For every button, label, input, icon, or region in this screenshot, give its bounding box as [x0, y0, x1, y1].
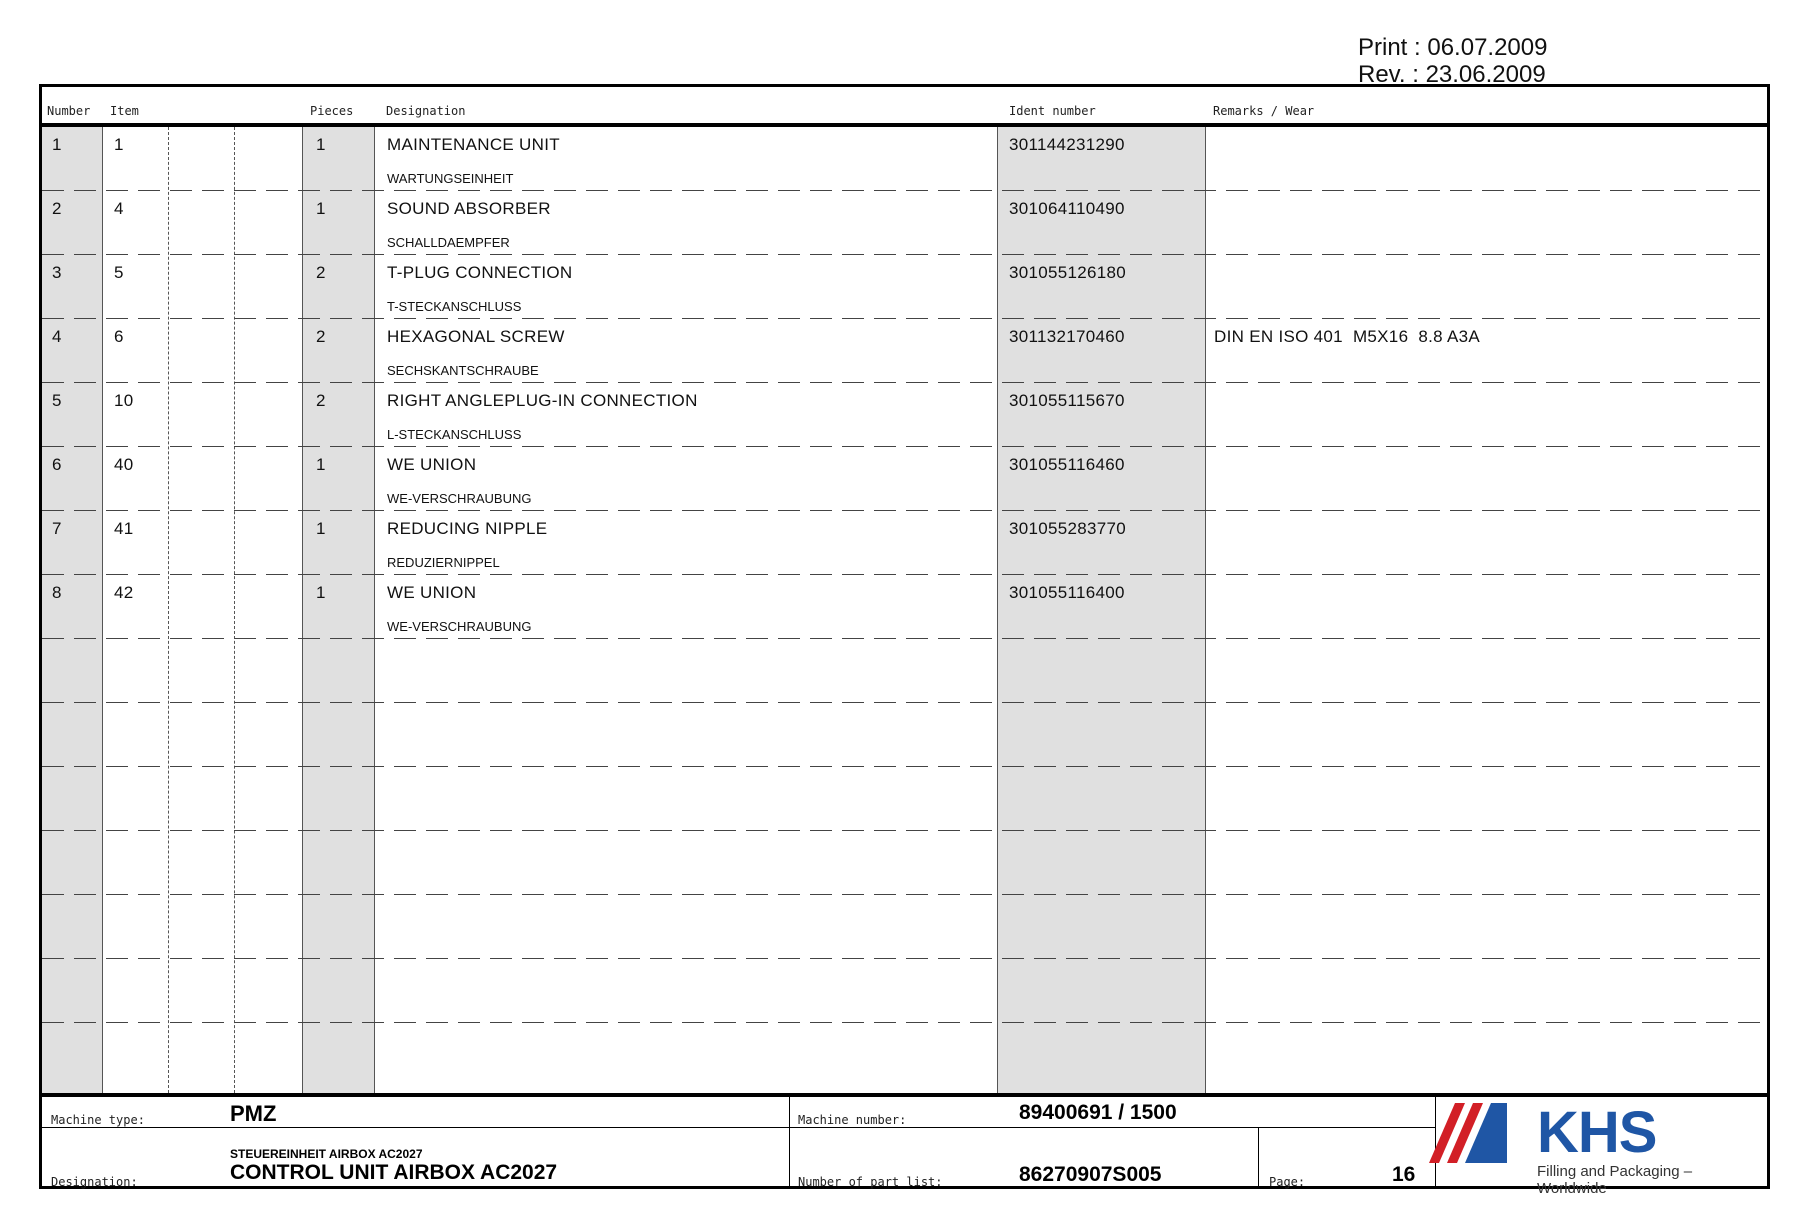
row-separator: [42, 1022, 1767, 1023]
table-row: [42, 255, 1767, 319]
row-ident: 301055283770: [1009, 519, 1127, 538]
row-item: 10: [114, 391, 134, 410]
row-pieces: 1: [316, 519, 326, 538]
table-row: [42, 191, 1767, 255]
row-designation-de: L-STECKANSCHLUSS: [387, 427, 522, 442]
row-number: 3: [52, 263, 62, 282]
row-designation: SOUND ABSORBER: [387, 199, 551, 218]
row-pieces: 2: [316, 391, 326, 410]
row-designation-de: SECHSKANTSCHRAUBE: [387, 363, 539, 378]
khs-logo-mark-icon: [1425, 1101, 1535, 1171]
row-remarks: DIN EN ISO 401 M5X16 8.8 A3A: [1214, 327, 1481, 346]
row-separator: [42, 894, 1767, 895]
parts-table: [42, 127, 1767, 1093]
row-ident: 301132170460: [1009, 327, 1125, 346]
parts-list-sheet: [39, 84, 1770, 1189]
title-block-divider: [42, 1127, 1435, 1128]
title-block-divider: [789, 1097, 790, 1189]
row-designation: RIGHT ANGLEPLUG-IN CONNECTION: [387, 391, 698, 410]
row-ident: 301144231290: [1009, 135, 1125, 154]
logo-tagline: Filling and Packaging – Worldwide: [1537, 1163, 1693, 1197]
machine-type-value: PMZ: [230, 1101, 277, 1126]
table-row: [42, 575, 1767, 639]
row-item: 4: [114, 199, 124, 218]
machine-number-value: 89400691 / 1500: [1019, 1101, 1177, 1124]
row-item: 5: [114, 263, 124, 282]
row-ident: 301055116400: [1009, 583, 1125, 602]
row-designation-de: WE-VERSCHRAUBUNG: [387, 491, 532, 506]
table-row: [42, 319, 1767, 383]
table-row: [42, 127, 1767, 191]
column-header-row: [42, 87, 1767, 127]
row-separator: [42, 830, 1767, 831]
title-block-divider: [1258, 1127, 1259, 1189]
part-list-label: Number of part list:: [798, 1175, 943, 1189]
row-pieces: 1: [316, 199, 326, 218]
col-pieces-header: Pieces: [310, 104, 354, 118]
row-designation-de: WE-VERSCHRAUBUNG: [387, 619, 532, 634]
row-item: 41: [114, 519, 134, 538]
designation-label: Designation:: [51, 1175, 138, 1189]
row-designation: T-PLUG CONNECTION: [387, 263, 573, 282]
row-separator: [42, 702, 1767, 703]
col-designation-header: Designation: [386, 104, 466, 118]
row-pieces: 1: [316, 583, 326, 602]
row-item: 1: [114, 135, 124, 154]
print-date: Print : 06.07.2009: [1358, 34, 1548, 61]
row-pieces: 2: [316, 263, 326, 282]
row-number: 2: [52, 199, 62, 218]
row-number: 7: [52, 519, 62, 538]
row-number: 6: [52, 455, 62, 474]
logo-wordmark: KHS: [1537, 1100, 1657, 1165]
col-number-header: Number: [47, 104, 91, 118]
row-designation: MAINTENANCE UNIT: [387, 135, 560, 154]
row-designation: HEXAGONAL SCREW: [387, 327, 565, 346]
row-designation-de: REDUZIERNIPPEL: [387, 555, 500, 570]
row-pieces: 1: [316, 135, 326, 154]
row-number: 4: [52, 327, 62, 346]
designation-value: CONTROL UNIT AIRBOX AC2027: [230, 1161, 558, 1184]
page-label: Page:: [1269, 1175, 1306, 1189]
row-number: 5: [52, 391, 62, 410]
row-number: 8: [52, 583, 62, 602]
col-item-header: Item: [110, 104, 139, 118]
designation-de-value: STEUEREINHEIT AIRBOX AC2027: [230, 1147, 423, 1161]
col-ident-header: Ident number: [1009, 104, 1096, 118]
print-dates: [1358, 34, 1547, 88]
row-designation-de: WARTUNGSEINHEIT: [387, 171, 514, 186]
part-list-value: 86270907S005: [1019, 1163, 1162, 1186]
machine-number-label: Machine number:: [798, 1113, 907, 1127]
row-number: 1: [52, 135, 62, 154]
row-pieces: 1: [316, 455, 326, 474]
row-pieces: 2: [316, 327, 326, 346]
machine-type-label: Machine type:: [51, 1113, 145, 1127]
revision-date: Rev. : 23.06.2009: [1358, 61, 1546, 88]
page-value: 16: [1392, 1163, 1416, 1186]
table-row: [42, 383, 1767, 447]
row-designation: WE UNION: [387, 455, 477, 474]
row-item: 42: [114, 583, 134, 602]
row-item: 6: [114, 327, 124, 346]
row-item: 40: [114, 455, 134, 474]
table-row: [42, 447, 1767, 511]
row-ident: 301055126180: [1009, 263, 1127, 282]
row-designation-de: SCHALLDAEMPFER: [387, 235, 510, 250]
row-designation-de: T-STECKANSCHLUSS: [387, 299, 522, 314]
khs-logo: [1425, 1093, 1725, 1197]
row-ident: 301064110490: [1009, 199, 1125, 218]
row-designation: REDUCING NIPPLE: [387, 519, 548, 538]
row-designation: WE UNION: [387, 583, 477, 602]
row-ident: 301055116460: [1009, 455, 1125, 474]
table-row: [42, 511, 1767, 575]
col-remarks-header: Remarks / Wear: [1213, 104, 1315, 118]
row-separator: [42, 766, 1767, 767]
row-separator: [42, 958, 1767, 959]
row-ident: 301055115670: [1009, 391, 1125, 410]
